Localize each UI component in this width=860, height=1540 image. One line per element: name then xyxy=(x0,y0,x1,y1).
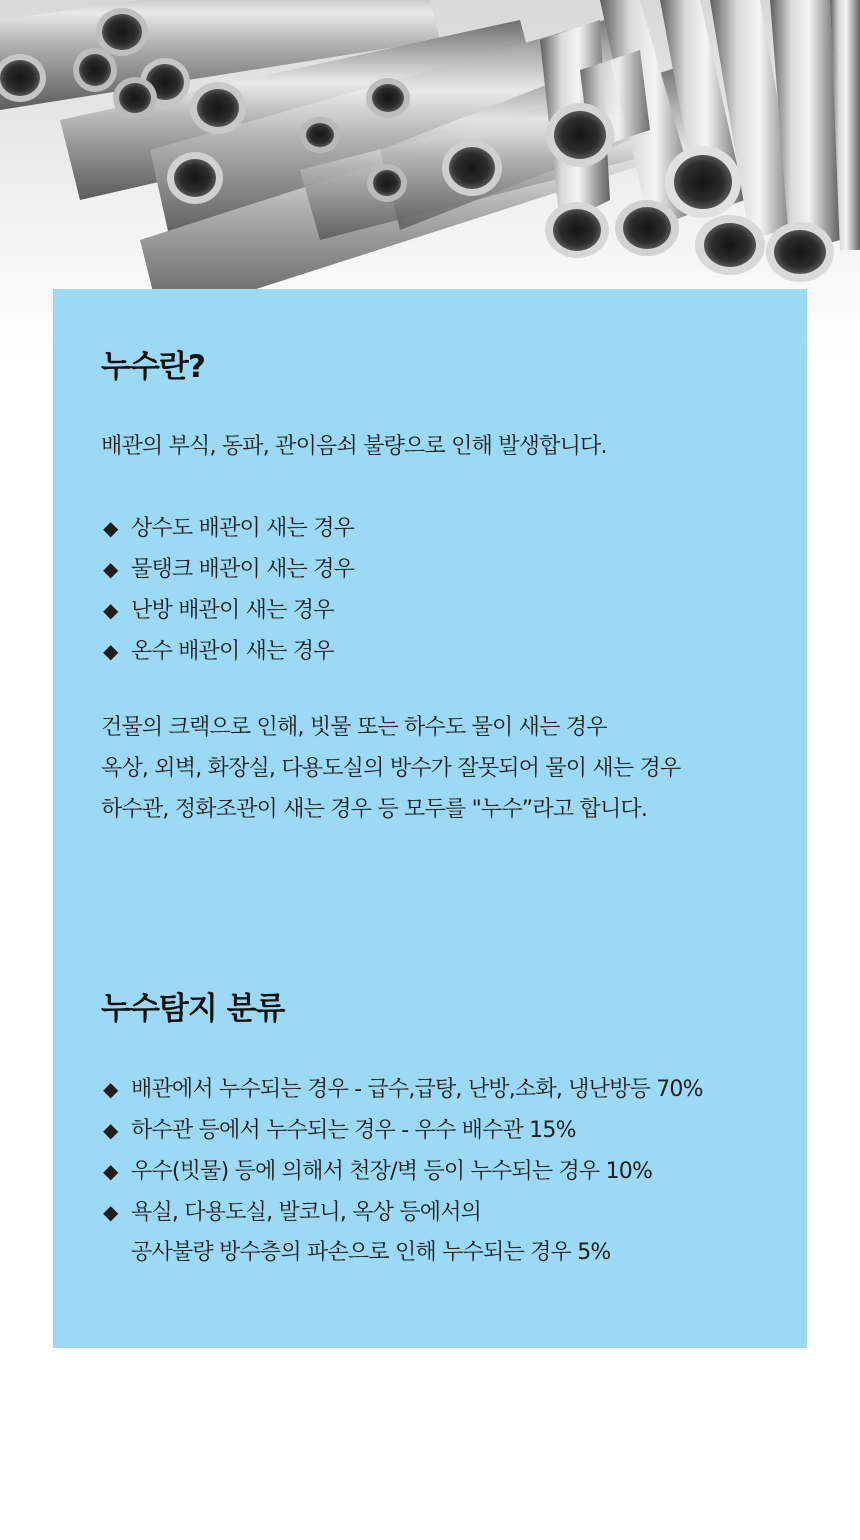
list-item xyxy=(103,1069,703,1110)
list-item-label: 온수 배관이 새는 경우 xyxy=(131,639,334,664)
list-item-continuation: 공사불량 방수층의 파손으로 인해 누수되는 경우 5% xyxy=(131,1240,611,1265)
leak-description-lines xyxy=(101,707,680,830)
list-item xyxy=(103,590,354,631)
list-item xyxy=(103,549,354,590)
list-item xyxy=(103,1151,703,1192)
diamond-bullet-icon: ◆ xyxy=(103,1159,118,1183)
description-line: 건물의 크랙으로 인해, 빗물 또는 하수도 물이 새는 경우 xyxy=(101,715,607,740)
diamond-bullet-icon: ◆ xyxy=(103,1200,118,1224)
list-item xyxy=(103,1110,703,1151)
list-item-label: 우수(빗물) 등에 의해서 천장/벽 등이 누수되는 경우 10% xyxy=(131,1159,653,1184)
diamond-bullet-icon: ◆ xyxy=(103,516,118,540)
list-item-label: 욕실, 다용도실, 발코니, 옥상 등에서의 xyxy=(131,1200,482,1225)
list-item-label: 물탱크 배관이 새는 경우 xyxy=(131,557,355,582)
list-item-label: 상수도 배관이 새는 경우 xyxy=(131,516,355,541)
description-line: 하수관, 정화조관이 새는 경우 등 모두를 "누수”라고 합니다. xyxy=(101,797,648,822)
list-item-label: 하수관 등에서 누수되는 경우 - 우수 배수관 15% xyxy=(131,1118,576,1143)
diamond-bullet-icon: ◆ xyxy=(103,639,118,663)
diamond-bullet-icon: ◆ xyxy=(103,598,118,622)
diamond-bullet-icon: ◆ xyxy=(103,557,118,581)
section-title-leak-detection-categories: 누수탐지 분류 xyxy=(101,991,285,1027)
description-line: 옥상, 외벽, 화장실, 다용도실의 방수가 잘못되어 물이 새는 경우 xyxy=(101,756,681,781)
section-title-what-is-leak: 누수란? xyxy=(101,349,205,385)
leak-case-list xyxy=(103,508,354,672)
leak-category-list xyxy=(103,1069,703,1273)
list-item xyxy=(103,631,354,672)
list-item xyxy=(103,1192,703,1273)
diamond-bullet-icon: ◆ xyxy=(103,1077,118,1101)
list-item-label: 배관에서 누수되는 경우 - 급수,급탕, 난방,소화, 냉난방등 70% xyxy=(131,1077,703,1102)
diamond-bullet-icon: ◆ xyxy=(103,1118,118,1142)
leak-cause-text: 배관의 부식, 동파, 관이음쇠 불량으로 인해 발생합니다. xyxy=(101,434,607,459)
list-item-label: 난방 배관이 새는 경우 xyxy=(131,598,334,623)
info-panel xyxy=(53,289,807,1348)
list-item xyxy=(103,508,354,549)
